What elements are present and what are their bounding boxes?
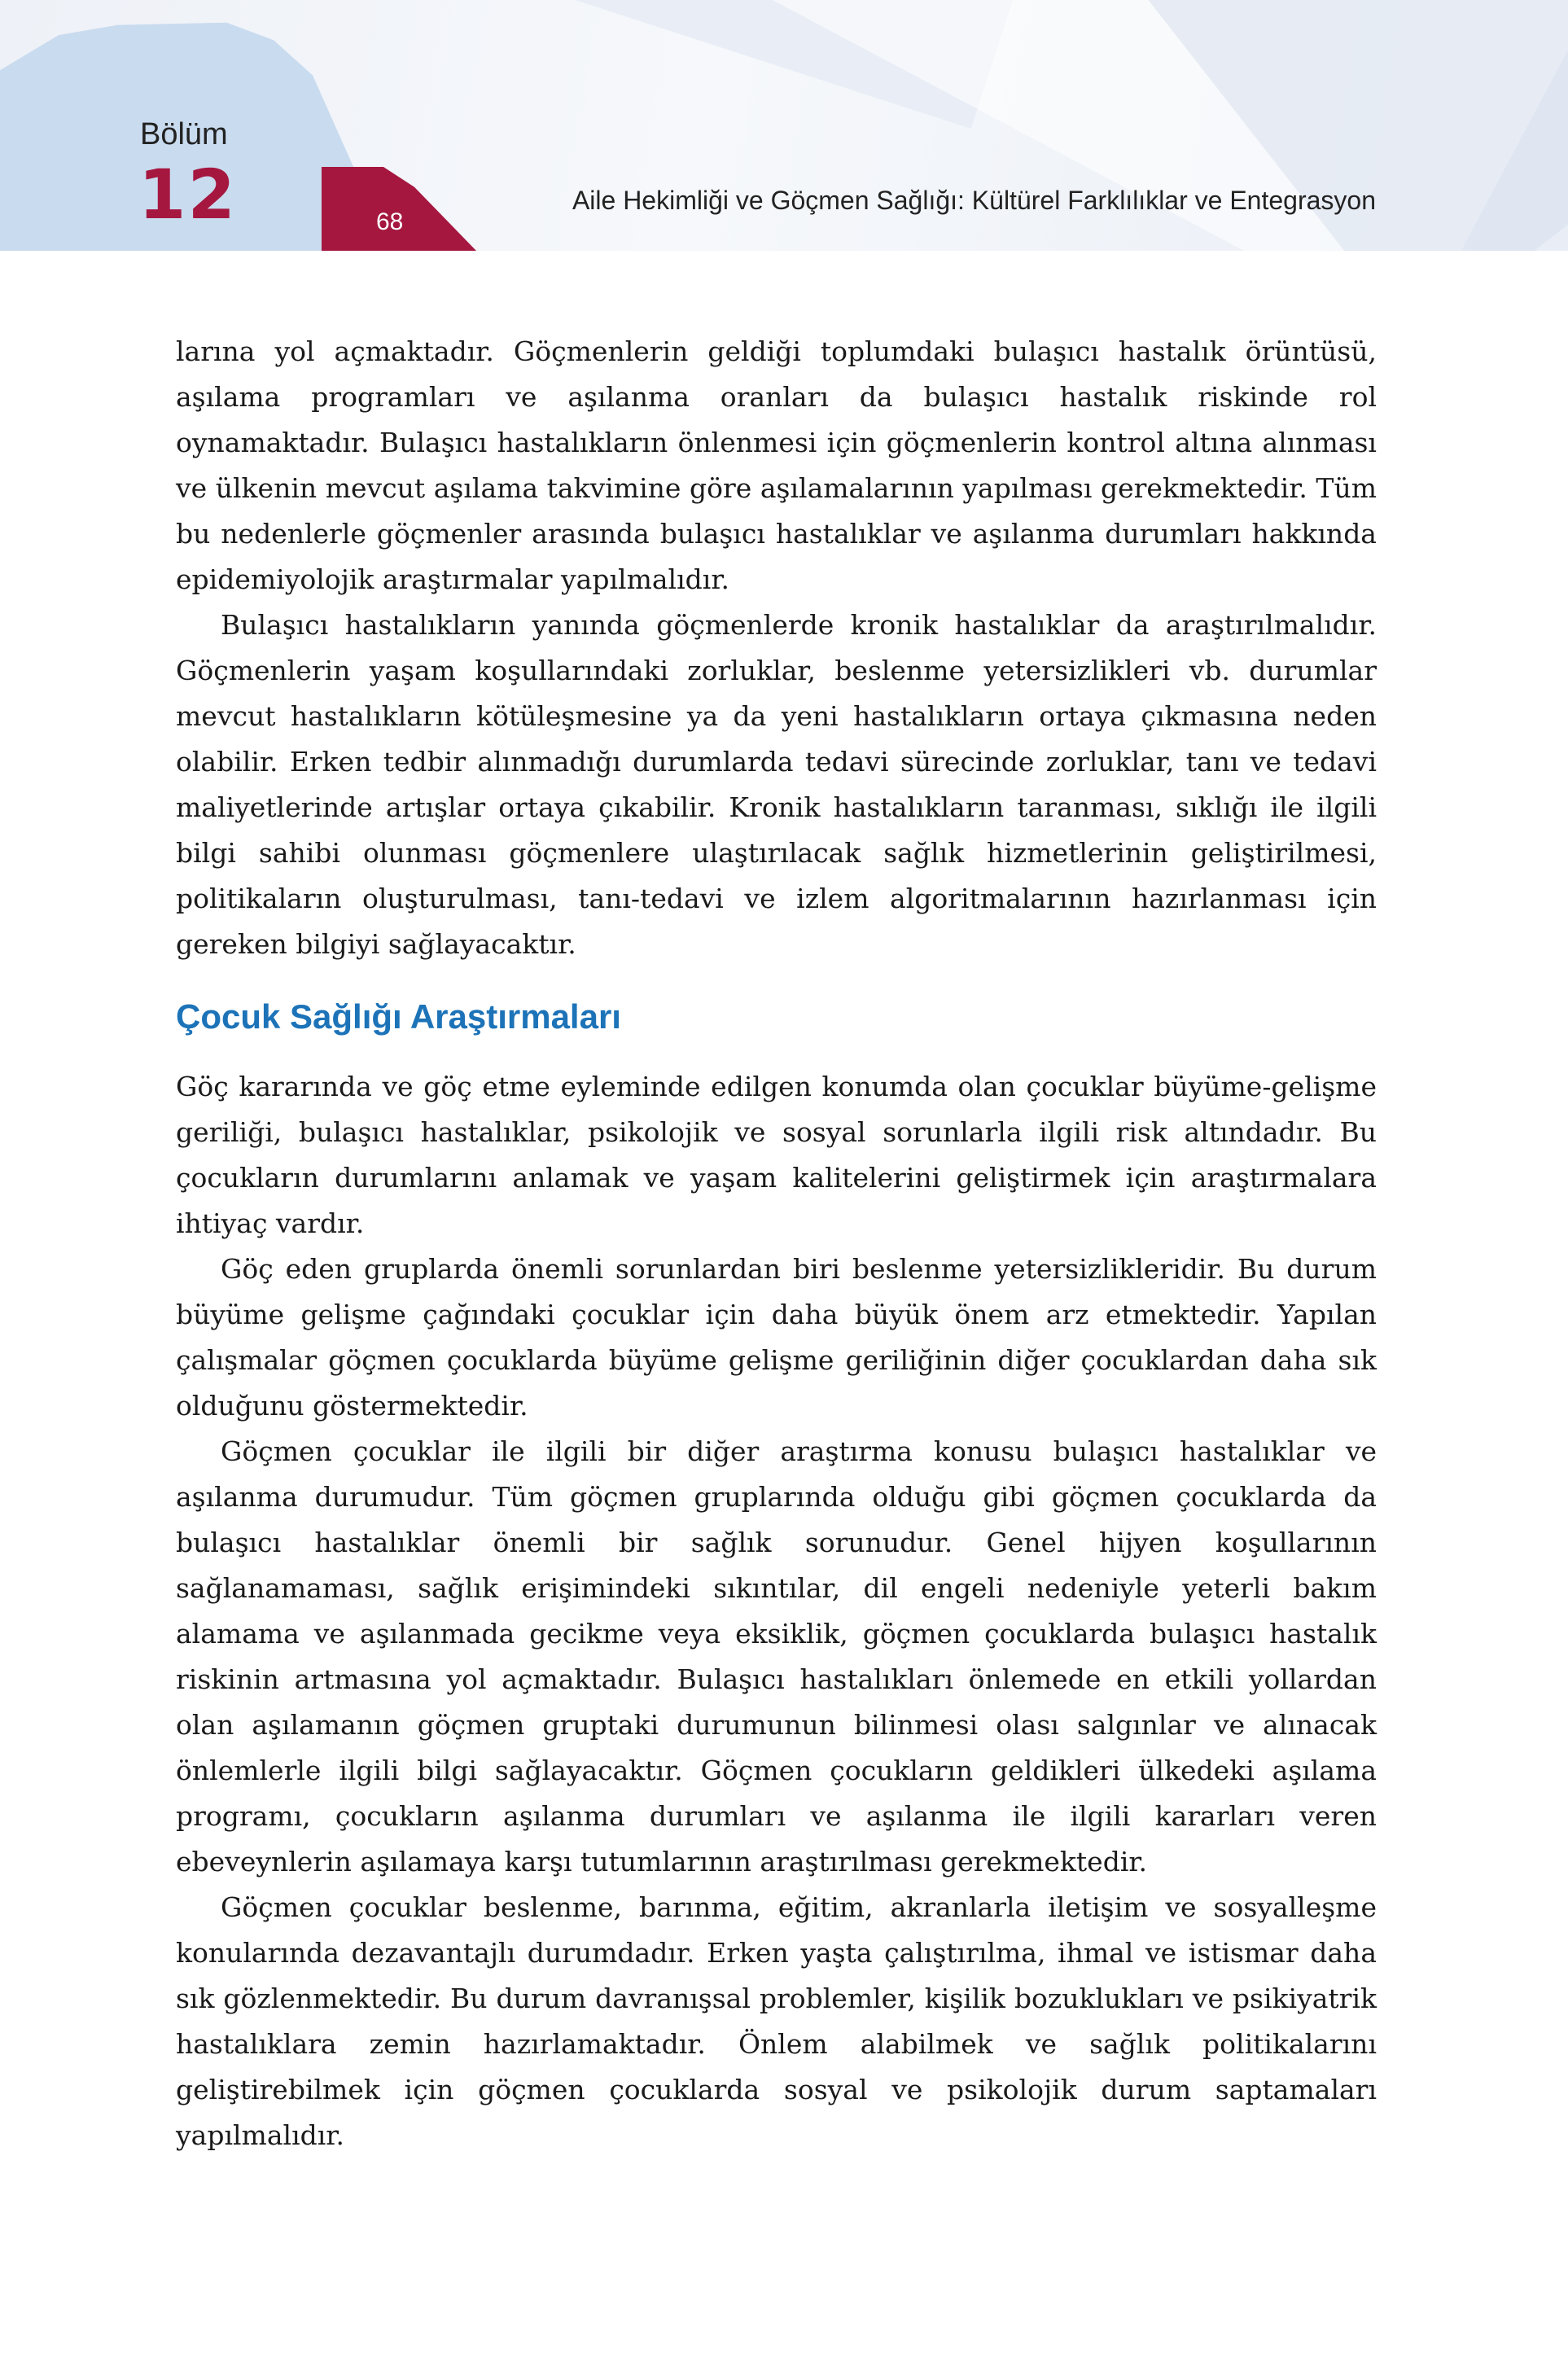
page-body [176, 329, 1377, 2158]
body-paragraph: Bulaşıcı hastalıkların yanında göçmenlerde kronik hastalıklar da araştırılmalıdır. Göçmenlerin yaşam koşullarındaki zorluklar, beslenme yetersizlikleri vb. durumlar mevcut hastalıkların kötüleşmesine ya da yeni hastalıkların ortaya çıkmasına neden olabilir. Erken tedbir alınmadığı durumlarda tedavi sürecinde zorluklar, tanı ve tedavi maliyetlerinde artışlar ortaya çıkabilir. Kronik hastalıkların taranması, sıklığı ile ilgili bilgi sahibi olunması göçmenlere ulaştırılacak sağlık hizmetlerinin geliştirilmesi, politikaların oluşturulması, tanı-tedavi ve izlem algoritmalarının hazırlanması için gereken bilgiyi sağlayacaktır. [176, 609, 1377, 960]
chapter-number: 12 [138, 155, 237, 234]
body-paragraph: Göç kararında ve göç etme eyleminde edilgen konumda olan çocuklar büyüme-gelişme geriliği, bulaşıcı hastalıklar, psikolojik ve sosyal sorunlarla ilgili risk altındadır. Bu çocukların durumlarını anlamak ve yaşam kalitelerini geliştirmek için araştırmalara ihtiyaç vardır. [176, 1071, 1377, 1239]
running-title: Aile Hekimliği ve Göçmen Sağlığı: Kültürel Farklılıklar ve Entegrasyon [572, 186, 1376, 215]
body-paragraph: larına yol açmaktadır. Göçmenlerin geldiği toplumdaki bulaşıcı hastalık örüntüsü, aşılama programları ve aşılanma oranları da bulaşıcı hastalık riskinde rol oynamaktadır. Bulaşıcı hastalıkların önlenmesi için göçmenlerin kontrol altına alınması ve ülkenin mevcut aşılama takvimine göre aşılamalarının yapılması gerekmektedir. Tüm bu nedenlerle göçmenler arasında bulaşıcı hastalıklar ve aşılanma durumları hakkında epidemiyolojik araştırmalar yapılmalıdır. [176, 335, 1377, 595]
chapter-label: Bölüm [140, 117, 228, 151]
body-paragraph: Göçmen çocuklar beslenme, barınma, eğitim, akranlarla iletişim ve sosyalleşme konularında dezavantajlı durumdadır. Erken yaşta çalıştırılma, ihmal ve istismar daha sık gözlenmektedir. Bu durum davranışsal problemler, kişilik bozuklukları ve psikiyatrik hastalıklara zemin hazırlamaktadır. Önlem alabilmek ve sağlık politikalarını geliştirebilmek için göçmen çocuklarda sosyal ve psikolojik durum saptamaları yapılmalıdır. [176, 1891, 1377, 2151]
body-paragraph: Göçmen çocuklar ile ilgili bir diğer araştırma konusu bulaşıcı hastalıklar ve aşılanma durumudur. Tüm göçmen gruplarında olduğu gibi göçmen çocuklarda da bulaşıcı hastalıklar önemli bir sağlık sorunudur. Genel hijyen koşullarının sağlanamaması, sağlık erişimindeki sıkıntılar, dil engeli nedeniyle yeterli bakım alamama ve aşılanmada gecikme veya eksiklik, göçmen çocuklarda bulaşıcı hastalık riskinin artmasına yol açmaktadır. Bulaşıcı hastalıkları önlemede en etkili yollardan olan aşılamanın göçmen gruptaki durumunun bilinmesi olası salgınlar ve alınacak önlemlerle ilgili bilgi sağlayacaktır. Göçmen çocukların geldikleri ülkedeki aşılama programı, çocukların aşılanma durumları ve aşılanma ile ilgili kararları veren ebeveynlerin aşılamaya karşı tutumlarının araştırılması gerekmektedir. [176, 1435, 1377, 1877]
page-header [0, 0, 1568, 251]
body-paragraph: Göç eden gruplarda önemli sorunlardan biri beslenme yetersizlikleridir. Bu durum büyüme gelişme çağındaki çocuklar için daha büyük önem arz etmektedir. Yapılan çalışmalar göçmen çocuklarda büyüme gelişme geriliğinin diğer çocuklardan daha sık olduğunu göstermektedir. [176, 1253, 1377, 1422]
section-heading: Çocuk Sağlığı Araştırmaları [176, 997, 621, 1036]
page-number: 68 [376, 208, 404, 235]
